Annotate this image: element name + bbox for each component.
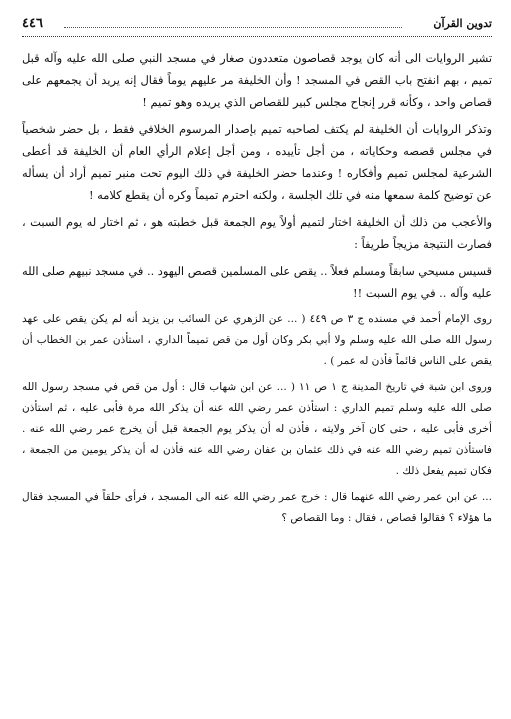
quote-ahmad-musnad: روى الإمام أحمد في مسنده ج ٣ ص ٤٤٩ ( ... عن الزهري عن السائب بن يزيد أنه لم يكن يقص على عهد رسول الله صلى الله عليه وسلم ولا أبي بكر وكان أول من قص تميماً الداري ، استأذن عمر بن الخطاب أن يقص على الناس قائماً فأذن له عمر ) . [22,313,492,367]
paragraph-3: والأعجب من ذلك أن الخليفة اختار لتميم أولاً يوم الجمعة قبل خطبته هو ، ثم اختار له يوم السبت ، فصارت النتيجة مزيجاً طريفاً : [22,215,492,251]
header-dotted-leader [64,27,402,28]
paragraph-1: تشير الروايات الى أنه كان يوجد قصاصون متعددون صغار في مسجد النبي صلى الله عليه وآله قبل تميم ، بهم انفتح باب القص في المسجد ! وأن الخليفة مر عليهم يوماً فقال إنه يريد أن يجمعهم على قصاص واحد ، وكأنه قرر إنجاح مجلس كبير للقصاص الذي يريده وهو تميم ! [22,51,492,109]
paragraph-2: وتذكر الروايات أن الخليفة لم يكتف لصاحبه تميم بإصدار المرسوم الخلافي فقط ، بل حضر شخصياً في مجلس قصصه وحكاياته ، من أجل تأييده ، ومن أجل إعلام الرأي العام أن الخليفة قد أعطى الشرعية لمجلس تميم وأفكاره ! وعندما حضر الخليفة في ذلك اليوم تحت منبر تميم أراد أن يسأله عن توضيح كلمة سمعها منه في تلك الجلسة ، ولكنه احترم تميماً وكره أن يقطع كلامه ! [22,122,492,202]
quote-ibn-shabba: وروى ابن شبة في تاريخ المدينة ج ١ ص ١١ ( ... عن ابن شهاب قال : أول من قص في مسجد رسول الله صلى الله عليه وسلم تميم الداري : استأذن عمر رضي الله عنه أن يذكر الله مرة فأبى عليه ، ثم استأذن أخرى فأبى عليه ، حتى كان آخر ولايته ، فأذن له أن يذكر يوم الجمعة قبل أن يخرج عمر رضي الله عنه . فاستأذن تميم رضي الله عنه في ذلك عثمان بن عفان رضي الله عنه فأذن له أن يذكر يومين من الجمعة ، فكان تميم يفعل ذلك . [22,381,492,477]
running-title: تدوين القرآن [433,17,492,30]
page-number: ٤٤٦ [22,16,43,31]
document-page [22,14,492,709]
quote-ibn-umar: ... عن ابن عمر رضي الله عنهما قال : خرج عمر رضي الله عنه الى المسجد ، فرأى حلقاً في المسجد فقال ما هؤلاء ؟ فقالوا قصاص ، فقال : وما القصاص ؟ [22,491,492,524]
body-text [22,47,492,529]
paragraph-4: قسيس مسيحي سابقاً ومسلم فعلاً .. يقص على المسلمين قصص اليهود .. في مسجد نبيهم صلى الله عليه وآله .. في يوم السبت !! [21,264,492,300]
running-header [22,14,492,37]
